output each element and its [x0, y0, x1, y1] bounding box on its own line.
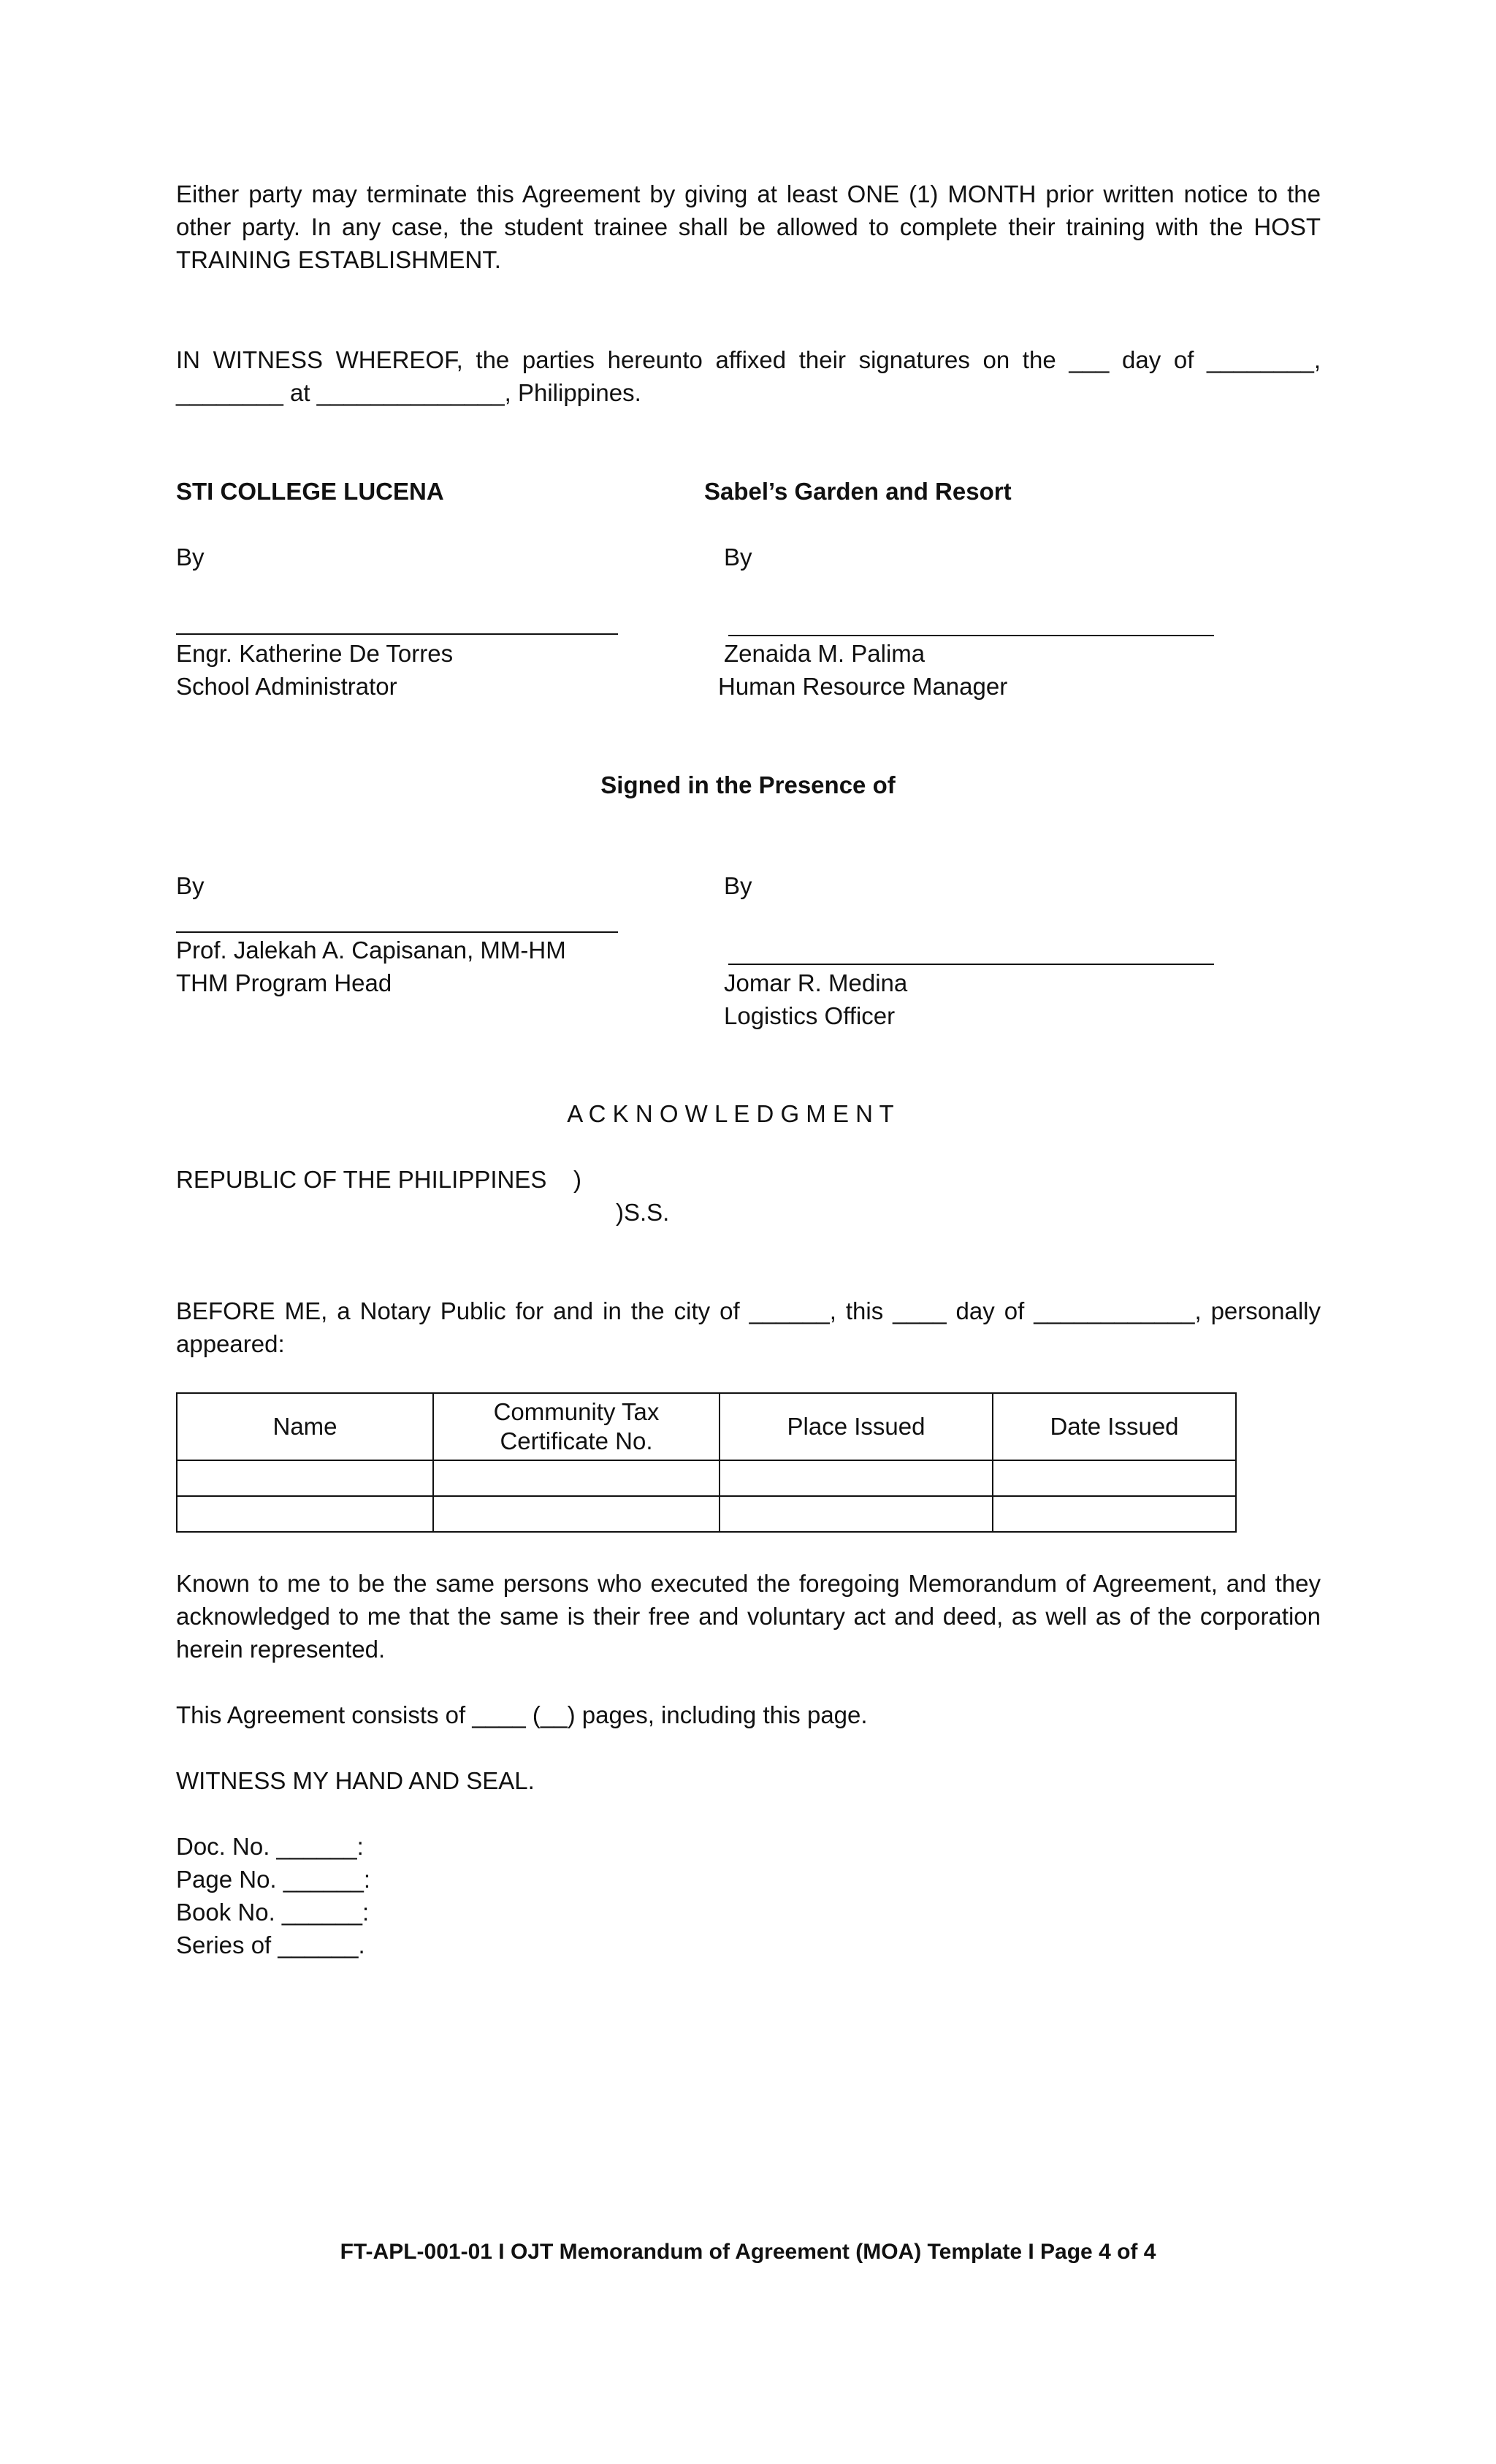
witness-left-by: By	[176, 872, 205, 899]
table-row	[177, 1496, 1236, 1532]
witness-hand-line: WITNESS MY HAND AND SEAL.	[176, 1767, 535, 1794]
table-cell	[720, 1496, 993, 1532]
page-footer: FT-APL-001-01 I OJT Memorandum of Agreement (MOA) Template I Page 4 of 4	[340, 2240, 1156, 2264]
table-cell	[177, 1496, 433, 1532]
table-row	[177, 1460, 1236, 1496]
witness-left-name: Prof. Jalekah A. Capisanan, MM-HM	[176, 937, 566, 964]
presence-heading: Signed in the Presence of	[600, 771, 896, 798]
table-header-name: Name	[177, 1393, 433, 1460]
party-right-by: By	[724, 543, 752, 571]
party-left-position: School Administrator	[176, 673, 397, 700]
party-right-position: Human Resource Manager	[718, 673, 1008, 700]
table-cell	[177, 1460, 433, 1496]
party-left-signature-line	[176, 633, 618, 635]
known-to-me-clause: Known to me to be the same persons who executed the foregoing Memorandum of Agreement, and they acknowledged to me that the same is their free and voluntary act and deed, as well as of the corporation herein represented.	[176, 1570, 1321, 1663]
table-cell	[720, 1460, 993, 1496]
table-cell	[433, 1460, 720, 1496]
table-header-date: Date Issued	[993, 1393, 1236, 1460]
before-me-clause: BEFORE ME, a Notary Public for and in the city of ______, this ____ day of ____________, personally appeared:	[176, 1297, 1321, 1357]
table-cell	[433, 1496, 720, 1532]
series-line: Series of ______.	[176, 1931, 365, 1958]
table-header-row	[177, 1393, 1236, 1460]
party-right-signature-line	[728, 635, 1214, 636]
witness-whereof-clause: IN WITNESS WHEREOF, the parties hereunto affixed their signatures on the ___ day of ________, ________ at ______________, Philippines.	[176, 346, 1321, 406]
witness-right-name: Jomar R. Medina	[724, 969, 908, 996]
party-right-signatory: Zenaida M. Palima	[724, 640, 926, 667]
republic-line: REPUBLIC OF THE PHILIPPINES )	[176, 1166, 582, 1193]
witness-right-by: By	[724, 872, 752, 899]
book-no-line: Book No. ______:	[176, 1899, 370, 1926]
witness-left-signature-line	[176, 931, 618, 933]
witness-right-position: Logistics Officer	[724, 1002, 896, 1029]
party-left-signatory: Engr. Katherine De Torres	[176, 640, 454, 667]
acknowledgment-heading: A C K N O W L E D G M E N T	[567, 1100, 894, 1127]
table-header-ctc	[433, 1393, 720, 1460]
table-cell	[993, 1496, 1236, 1532]
termination-clause: Either party may terminate this Agreement by giving at least ONE (1) MONTH prior written notice to the other party. In any case, the student trainee shall be allowed to complete their training with the HOST TRAINING ESTABLISHMENT.	[176, 180, 1321, 273]
consists-of-line: This Agreement consists of ____ (__) pages, including this page.	[176, 1701, 868, 1728]
party-left-by: By	[176, 543, 205, 571]
party-left-name: STI COLLEGE LUCENA	[176, 478, 444, 505]
page-no-line: Page No. ______:	[176, 1866, 371, 1893]
doc-no-line: Doc. No. ______:	[176, 1833, 364, 1860]
witness-right-signature-line	[728, 964, 1214, 965]
table-header-ctc-label: Community Tax Certificate No.	[493, 1398, 660, 1454]
table-header-place: Place Issued	[720, 1393, 993, 1460]
appearance-table	[176, 1392, 1237, 1533]
ss-line: )S.S.	[616, 1199, 670, 1226]
witness-left-position: THM Program Head	[176, 969, 392, 996]
table-cell	[993, 1460, 1236, 1496]
party-right-name: Sabel’s Garden and Resort	[704, 478, 1012, 505]
